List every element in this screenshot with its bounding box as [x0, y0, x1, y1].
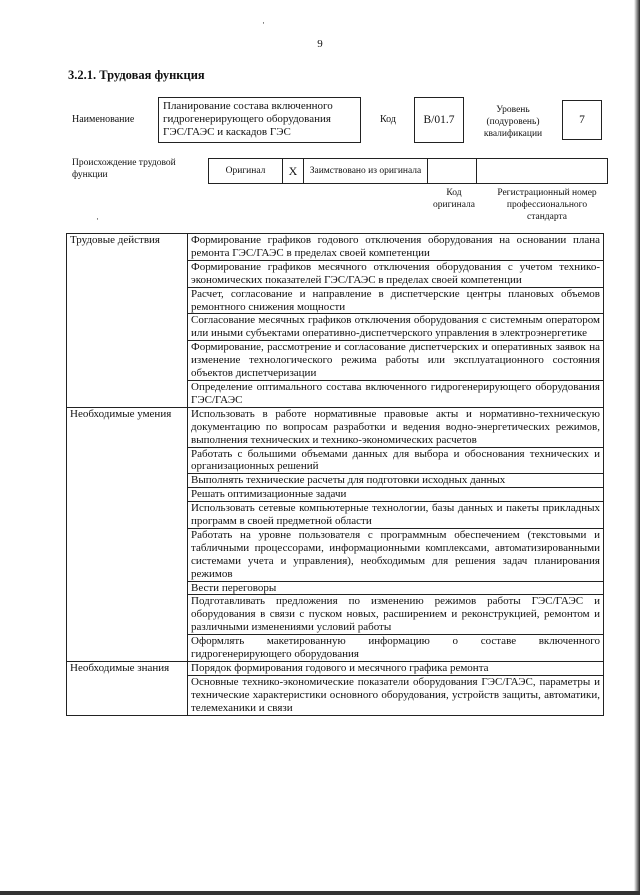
section-title: 3.2.1. Трудовая функция — [68, 68, 205, 82]
code-label: Код — [380, 114, 396, 125]
registration-number-caption: Регистрационный номер профессионального стандарта — [497, 188, 597, 222]
table-row — [67, 407, 604, 447]
requirement-cell: Использовать в работе нормативные правовые акты и нормативно-техническую документацию по вопросам разработки и ведения водно-энергетических режимов, выполнения технических и технико-экономических расчетов — [188, 407, 604, 447]
requirement-cell: Порядок формирования годового и месячного графика ремонта — [188, 662, 604, 676]
category-cell: Необходимые знания — [67, 662, 188, 716]
table-row — [67, 662, 604, 676]
function-name-box: Планирование состава включенного гидрогенерирующего оборудования ГЭС/ГАЭС и каскадов ГЭС — [158, 97, 361, 143]
table-row — [67, 234, 604, 261]
origin-borrowed-cell: Заимствовано из оригинала — [303, 158, 428, 184]
requirement-cell: Определение оптимального состава включенного гидрогенерирующего оборудования ГЭС/ГАЭС — [188, 380, 604, 407]
scan-edge — [0, 891, 640, 895]
requirement-cell: Работать с большими объемами данных для выбора и обоснования технических и организационных решений — [188, 447, 604, 474]
requirement-cell: Расчет, согласование и направление в диспетчерские центры плановых объемов ремонтного снижения мощности — [188, 287, 604, 314]
category-cell: Трудовые действия — [67, 234, 188, 408]
original-code-caption: Код оригинала — [433, 188, 475, 210]
function-details-table — [66, 233, 604, 716]
code-value-box: B/01.7 — [414, 97, 464, 143]
requirement-cell: Использовать сетевые компьютерные технологии, базы данных и пакеты прикладных программ в своей предметной области — [188, 502, 604, 529]
qualification-level-box: 7 — [562, 100, 602, 140]
page-number: 9 — [317, 38, 323, 50]
requirement-cell: Формирование графиков месячного отключения оборудования с учетом технико-экономических показателей ГЭС/ГАЭС в пределах своей компетенции — [188, 260, 604, 287]
category-cell: Необходимые умения — [67, 407, 188, 661]
requirement-cell: Выполнять технические расчеты для подготовки исходных данных — [188, 474, 604, 488]
name-label: Наименование — [72, 114, 135, 125]
requirement-cell: Формирование графиков годового отключения оборудования на основании плана ремонта ГЭС/ГАЭС в пределах своей компетенции — [188, 234, 604, 261]
requirement-cell: Решать оптимизационные задачи — [188, 488, 604, 502]
origin-original-cell: Оригинал — [208, 158, 283, 184]
qualification-level-label: Уровень (подуровень) квалификации — [483, 105, 543, 139]
requirement-cell: Подготавливать предложения по изменению режимов работы ГЭС/ГАЭС и оборудования в связи с пуском новых, расширением и реконструкцией, ремонтом и различными изменениями условий работы — [188, 595, 604, 635]
origin-code-cell — [427, 158, 477, 184]
requirement-cell: Работать на уровне пользователя с программным обеспечением (текстовыми и табличными процессорами, информационными комплексами, автоматизированными системами учета и управления), необходимым для решения задач планирования режимов — [188, 528, 604, 581]
requirement-cell: Основные технико-экономические показатели оборудования ГЭС/ГАЭС, параметры и технические характеристики основного оборудования, устройств защиты, автоматики, телемеханики и связи — [188, 675, 604, 715]
requirement-cell: Оформлять макетированную информацию о составе включенного гидрогенерирующего оборудования — [188, 635, 604, 662]
origin-mark-cell: X — [282, 158, 304, 184]
origin-grid — [208, 158, 608, 184]
scan-speck: · — [96, 214, 99, 224]
requirement-cell: Согласование месячных графиков отключения оборудования с системным оператором или иными субъектами оперативно-диспетчерского управления в электроэнергетике — [188, 314, 604, 341]
scan-edge — [634, 0, 640, 895]
scan-speck: · — [262, 18, 265, 28]
origin-reg-cell — [476, 158, 608, 184]
origin-label: Происхождение трудовой функции — [72, 158, 176, 180]
requirement-cell: Вести переговоры — [188, 581, 604, 595]
requirement-cell: Формирование, рассмотрение и согласование диспетчерских и оперативных заявок на изменение технологического режима работы или эксплуатационного состояния объектов диспетчеризации — [188, 341, 604, 381]
